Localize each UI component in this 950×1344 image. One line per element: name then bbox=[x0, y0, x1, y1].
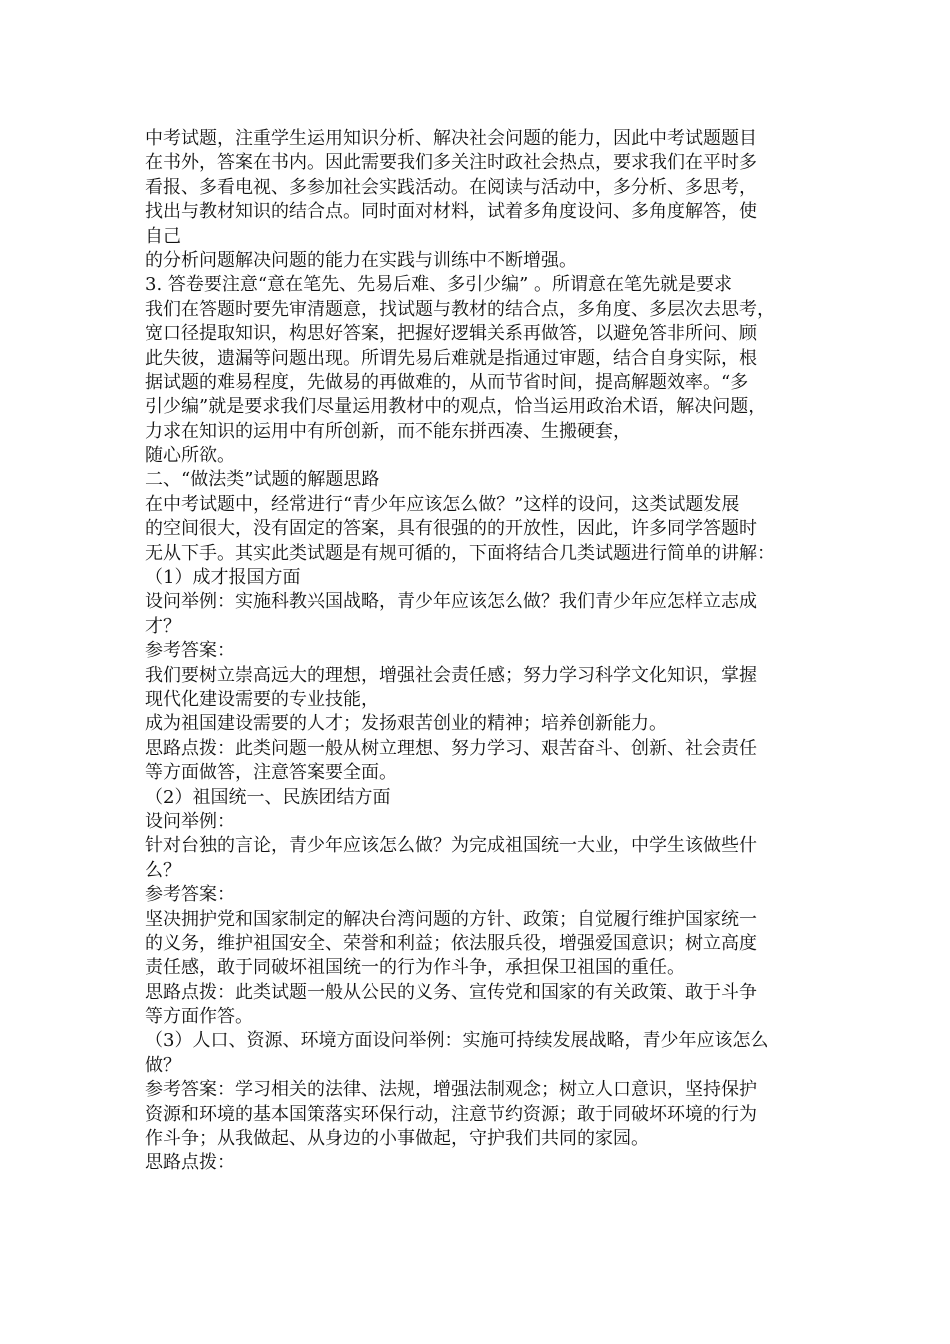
text-line: 等方面做答，注意答案要全面。 bbox=[145, 762, 397, 784]
text-line: 此失彼，遗漏等问题出现。所谓先易后难就是指通过审题，结合自身实际，根 bbox=[145, 347, 757, 369]
text-line: 随心所欲。 bbox=[145, 445, 235, 467]
text-line: 力求在知识的运用中有所创新，而不能东拼西凑、生搬硬套， bbox=[145, 420, 631, 442]
text-line: 针对台独的言论，青少年应该怎么做？为完成祖国统一大业，中学生该做些什 bbox=[145, 835, 757, 857]
text-line: 中考试题，注重学生运用知识分析、解决社会问题的能力，因此中考试题题目 bbox=[145, 128, 757, 149]
text-line: 坚决拥护党和国家制定的解决台湾问题的方针、政策；自觉履行维护国家统一 bbox=[145, 908, 757, 930]
text-line: 作斗争；从我做起、从身边的小事做起，守护我们共同的家园。 bbox=[145, 1128, 649, 1150]
document-body bbox=[145, 127, 810, 1176]
text-line: 自己 bbox=[145, 225, 181, 247]
text-line: 参考答案： bbox=[145, 884, 235, 906]
text-line: 设问举例： bbox=[145, 810, 235, 832]
text-line: 的分析问题解决问题的能力在实践与训练中不断增强。 bbox=[145, 249, 577, 271]
text-line: 据试题的难易程度，先做易的再做难的，从而节省时间，提高解题效率。“多 bbox=[145, 371, 749, 393]
text-line: 做？ bbox=[145, 1054, 181, 1076]
text-line: 引少编”就是要求我们尽量运用教材中的观点，恰当运用政治术语，解决问题， bbox=[145, 396, 767, 418]
text-line: 成为祖国建设需要的人才；发扬艰苦创业的精神；培养创新能力。 bbox=[145, 713, 667, 735]
subsection-heading: （3）人口、资源、环境方面设问举例：实施可持续发展战略，青少年应该怎么 bbox=[145, 1030, 769, 1052]
section-heading: 二、“做法类”试题的解题思路 bbox=[145, 469, 380, 491]
text-line: 设问举例：实施科教兴国战略，青少年应该怎么做？我们青少年应怎样立志成 bbox=[145, 591, 757, 613]
text-line: 思路点拨： bbox=[145, 1152, 235, 1174]
text-line: 思路点拨：此类问题一般从树立理想、努力学习、艰苦奋斗、创新、社会责任 bbox=[145, 737, 757, 759]
text-line: 责任感，敢于同破坏祖国统一的行为作斗争，承担保卫祖国的重任。 bbox=[145, 957, 685, 979]
text-line: 在书外，答案在书内。因此需要我们多关注时政社会热点，要求我们在平时多 bbox=[145, 152, 757, 174]
text-line: 无从下手。其实此类试题是有规可循的，下面将结合几类试题进行简单的讲解： bbox=[145, 542, 775, 564]
text-line: 现代化建设需要的专业技能， bbox=[145, 688, 379, 710]
text-line: 参考答案： bbox=[145, 640, 235, 662]
text-line: 3. 答卷要注意“意在笔先、先易后难、多引少编” 。所谓意在笔先就是要求 bbox=[145, 274, 733, 296]
text-line: 等方面作答。 bbox=[145, 1006, 253, 1028]
text-line: 么？ bbox=[145, 859, 181, 881]
text-line: 的空间很大，没有固定的答案，具有很强的的开放性，因此，许多同学答题时 bbox=[145, 518, 757, 540]
text-line: 参考答案：学习相关的法律、法规，增强法制观念；树立人口意识，坚持保护 bbox=[145, 1079, 757, 1101]
text-line: 的义务，维护祖国安全、荣誉和利益；依法服兵役，增强爱国意识；树立高度 bbox=[145, 932, 757, 954]
text-line: 才？ bbox=[145, 615, 181, 637]
subsection-heading: （2）祖国统一、民族团结方面 bbox=[145, 786, 391, 808]
text-line: 在中考试题中，经常进行“青少年应该怎么做？”这样的设问，这类试题发展 bbox=[145, 493, 740, 515]
text-line: 思路点拨：此类试题一般从公民的义务、宣传党和国家的有关政策、敢于斗争 bbox=[145, 981, 757, 1003]
subsection-heading: （1）成才报国方面 bbox=[145, 567, 301, 589]
text-line: 资源和环境的基本国策落实环保行动，注意节约资源；敢于同破坏环境的行为 bbox=[145, 1103, 757, 1125]
text-line: 我们要树立崇高远大的理想，增强社会责任感；努力学习科学文化知识，掌握 bbox=[145, 664, 757, 686]
text-line: 找出与教材知识的结合点。同时面对材料，试着多角度设问、多角度解答，使 bbox=[145, 201, 757, 223]
text-line: 看报、多看电视、多参加社会实践活动。在阅读与活动中，多分析、多思考， bbox=[145, 176, 757, 198]
text-line: 我们在答题时要先审清题意，找试题与教材的结合点，多角度、多层次去思考， bbox=[145, 298, 775, 320]
text-line: 宽口径提取知识，构思好答案，把握好逻辑关系再做答，以避免答非所问、顾 bbox=[145, 323, 757, 345]
